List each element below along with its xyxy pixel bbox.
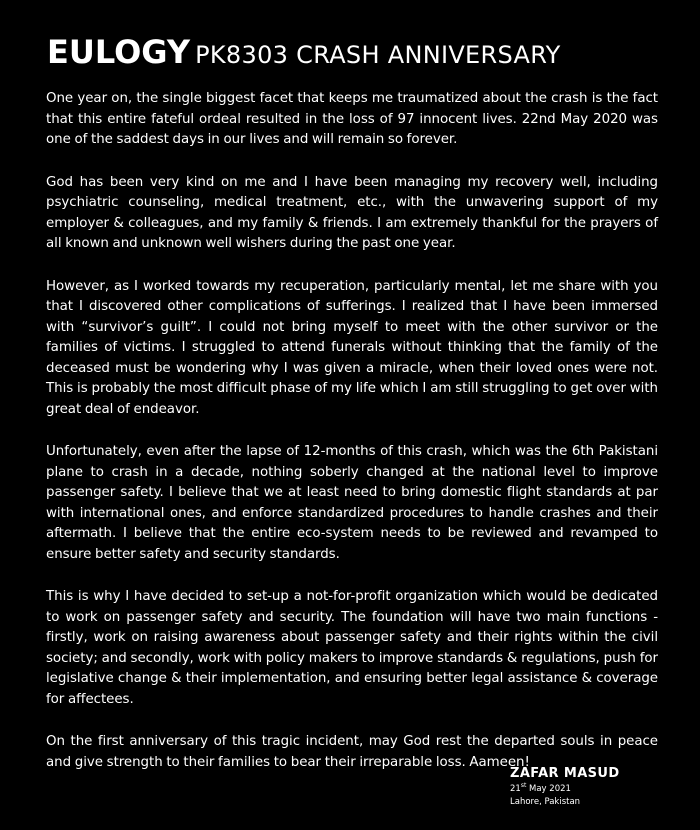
date-month-year: May 2021 [526,784,571,794]
signature-date [510,783,620,796]
signature-block [510,765,620,809]
title-eulogy: EULOGY [47,33,191,71]
date-suffix: st [520,782,527,790]
page-title [47,30,667,80]
paragraph-3: However, as I worked towards my recuperation, particularly mental, let me share with you that I discovered other complications of sufferings. I realized that I have been immersed with “survivor’s guilt”. I could not bring myself to meet with the other survivor or the families of victims. I struggled to attend funerals without thinking that the family of the deceased must be wondering why I was given a miracle, when their loved ones were not. This is probably the most difficult phase of my life which I am still struggling to get over with great deal of endeavor. [46,278,658,417]
paragraph-5: This is why I have decided to set-up a not-for-profit organization which would be dedicated to work on passenger safety and security. The foundation will have two main functions - firstly, work on raising awareness about passenger safety and their rights within the civil society; and secondly, work with policy makers to improve standards & regulations, push for legislative change & their implementation, and ensuring better legal assistance & coverage for affectees. [46,589,658,707]
title-subtitle: PK8303 CRASH ANNIVERSARY [195,41,561,69]
paragraph-2: God has been very kind on me and I have been managing my recovery well, including psychiatric counseling, medical treatment, etc., with the unwavering support of my employer & colleagues, and my family & friends. I am extremely thankful for the prayers of all known and unknown well wishers during the past one year. [46,174,658,251]
date-day: 21 [510,784,521,794]
signature-location: Lahore, Pakistan [510,797,581,807]
paragraph-1: One year on, the single biggest facet that keeps me traumatized about the crash is the fact that this entire fateful ordeal resulted in the loss of 97 innocent lives. 22nd May 2020 was one of the saddest days in our lives and will remain so forever. [46,91,658,147]
paragraph-6: On the first anniversary of this tragic incident, may God rest the departed souls in peace and give strength to their families to bear their irreparable loss. Aameen! [46,734,658,770]
signature-name: ZAFAR MASUD [510,766,620,781]
eulogy-body [46,89,658,795]
paragraph-4: Unfortunately, even after the lapse of 12-months of this crash, which was the 6th Pakistani plane to crash in a decade, nothing soberly changed at the national level to improve passenger safety. I believe that we at least need to bring domestic flight standards at par with international ones, and enforce standardized procedures to handle crashes and their aftermath. I believe that the entire eco-system needs to be reviewed and revamped to ensure better safety and security standards. [46,444,658,562]
